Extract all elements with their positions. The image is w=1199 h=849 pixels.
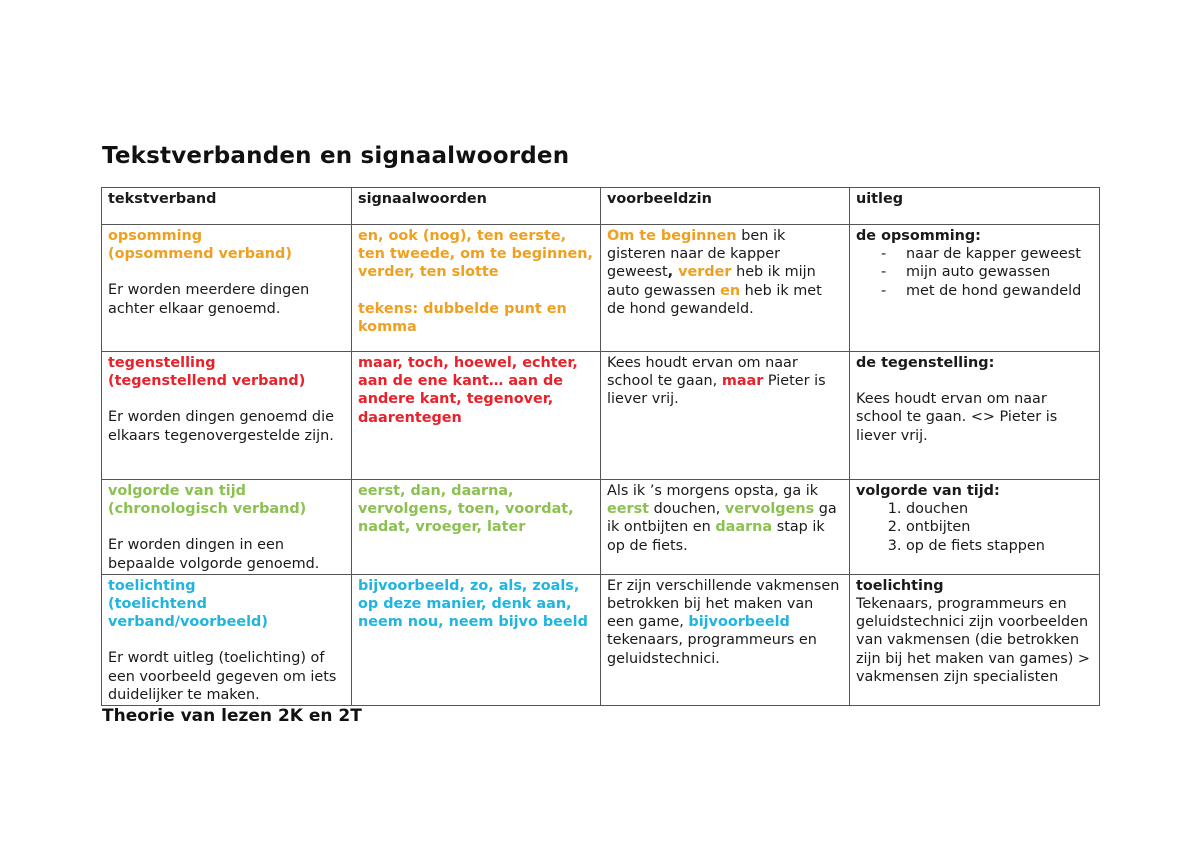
tekstverband-cell xyxy=(102,574,352,705)
verband-name: volgorde van tijd xyxy=(108,483,246,499)
signal-word: en xyxy=(720,282,741,299)
uitleg-cell xyxy=(850,352,1100,480)
example-sentence: Als ik ’s morgens opsta, ga ik eerst douchen, vervolgens ga ik ontbijten en daarna stap ik op de fiets. xyxy=(607,483,837,554)
uitleg-text: Kees houdt ervan om naar school te gaan. <> Pieter is liever vrij. xyxy=(856,391,1058,444)
uitleg-list xyxy=(856,500,1093,555)
verband-type: (chronologisch verband) xyxy=(108,501,307,518)
list-item: 1. douchen xyxy=(906,500,1093,518)
tekstverband-cell xyxy=(102,480,352,575)
signal-word: Om te beginnen xyxy=(607,228,737,244)
header-voorbeeldzin: voorbeeldzin xyxy=(601,188,850,225)
verband-description: Er wordt uitleg (toelichting) of een voorbeeld gegeven om iets duidelijker te maken. xyxy=(108,650,337,703)
header-uitleg: uitleg xyxy=(850,188,1100,225)
verband-type: (opsommend verband) xyxy=(108,246,292,263)
signal-words: eerst, dan, daarna, vervolgens, toen, voordat, nadat, vroeger, later xyxy=(358,483,574,536)
list-item: - naar de kapper geweest xyxy=(881,245,1093,263)
signal-word: maar xyxy=(721,373,764,390)
text-relations-table xyxy=(101,187,1100,706)
verband-description: Er worden meerdere dingen achter elkaar genoemd. xyxy=(108,282,310,317)
verband-type: (toelichtend verband/voorbeeld) xyxy=(108,596,268,631)
list-item: - met de hond gewandeld xyxy=(881,282,1093,300)
verband-description: Er worden dingen in een bepaalde volgorde genoemd. xyxy=(108,537,320,572)
uitleg-title: de opsomming: xyxy=(856,228,981,244)
tekstverband-cell xyxy=(102,225,352,352)
signal-word: vervolgens xyxy=(724,501,815,518)
table-header-row xyxy=(102,188,1100,225)
list-item: - mijn auto gewassen xyxy=(881,263,1093,281)
header-signaalwoorden: signaalwoorden xyxy=(352,188,601,225)
signaalwoorden-cell xyxy=(352,574,601,705)
signal-words: maar, toch, hoewel, echter, aan de ene kant… aan de andere kant, tegenover, daarentegen xyxy=(358,355,578,426)
uitleg-title: de tegenstelling: xyxy=(856,355,995,371)
uitleg-list xyxy=(856,245,1093,300)
table-row-tegenstelling xyxy=(102,352,1100,480)
uitleg-cell xyxy=(850,225,1100,352)
uitleg-title: toelichting xyxy=(856,577,944,594)
voorbeeldzin-cell xyxy=(601,225,850,352)
table-row-opsomming xyxy=(102,225,1100,352)
signal-word: bijvoorbeeld xyxy=(688,614,790,631)
table-row-toelichting xyxy=(102,574,1100,705)
list-item: 3. op de fiets stappen xyxy=(906,537,1093,555)
voorbeeldzin-cell xyxy=(601,574,850,705)
verband-description: Er worden dingen genoemd die elkaars tegenovergestelde zijn. xyxy=(108,409,334,444)
page-title: Tekstverbanden en signaalwoorden xyxy=(102,143,570,169)
footer-title: Theorie van lezen 2K en 2T xyxy=(102,706,362,726)
signal-word: eerst xyxy=(607,501,650,518)
list-item: 2. ontbijten xyxy=(906,518,1093,536)
uitleg-text: Tekenaars, programmeurs en geluidstechnici zijn voorbeelden van vakmensen (die betrokken zijn bij het maken van games) > vakmensen zijn specialisten xyxy=(856,596,1090,685)
example-sentence: Kees houdt ervan om naar school te gaan, maar Pieter is liever vrij. xyxy=(607,355,826,408)
verband-name: opsomming xyxy=(108,228,203,244)
header-tekstverband: tekstverband xyxy=(102,188,352,225)
signal-punctuation: tekens: dubbelde punt en komma xyxy=(358,300,567,335)
uitleg-cell xyxy=(850,574,1100,705)
signaalwoorden-cell xyxy=(352,352,601,480)
signal-word: daarna xyxy=(715,519,773,536)
voorbeeldzin-cell xyxy=(601,352,850,480)
table-row-volgorde-van-tijd xyxy=(102,480,1100,575)
voorbeeldzin-cell xyxy=(601,480,850,575)
verband-name: toelichting xyxy=(108,577,196,594)
signal-word: verder xyxy=(678,264,732,281)
example-sentence: Om te beginnen ben ik gisteren naar de kapper geweest, verder heb ik mijn auto gewassen en heb ik met de hond gewandeld. xyxy=(607,228,822,317)
uitleg-title: volgorde van tijd: xyxy=(856,483,1000,499)
signaalwoorden-cell xyxy=(352,225,601,352)
signaalwoorden-cell xyxy=(352,480,601,575)
signal-words: bijvoorbeeld, zo, als, zoals, op deze manier, denk aan, neem nou, neem bijvo beeld xyxy=(358,577,588,631)
example-sentence: Er zijn verschillende vakmensen betrokken bij het maken van een game, bijvoorbeeld tekenaars, programmeurs en geluidstechnici. xyxy=(607,577,840,667)
verband-name: tegenstelling xyxy=(108,355,216,371)
signal-words: en, ook (nog), ten eerste, ten tweede, om te beginnen, verder, ten slotte xyxy=(358,228,593,281)
tekstverband-cell xyxy=(102,352,352,480)
verband-type: (tegenstellend verband) xyxy=(108,373,306,390)
uitleg-cell xyxy=(850,480,1100,575)
